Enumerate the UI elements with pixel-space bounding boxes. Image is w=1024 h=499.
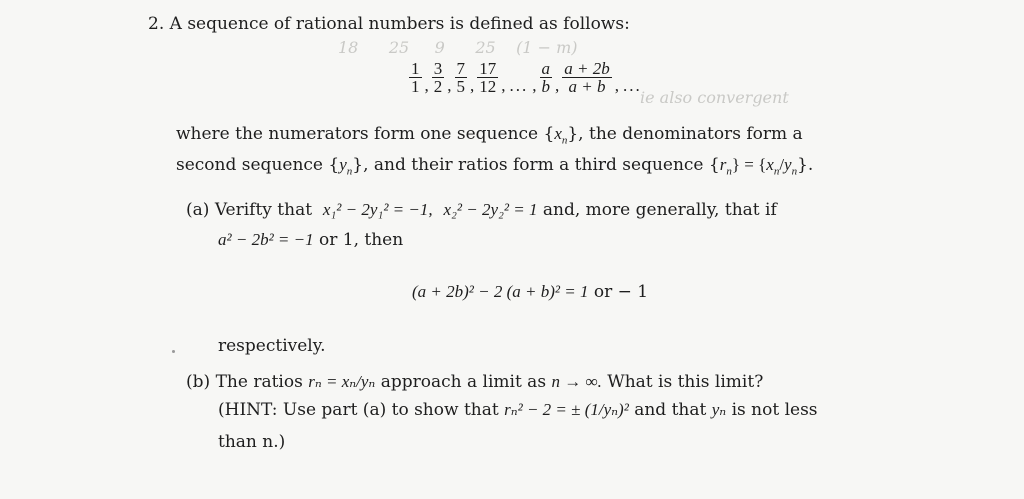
part-b-line-2: (HINT: Use part (a) to show that rₙ² − 2 = ± (1/yₙ)² and that yₙ is not less	[218, 400, 818, 420]
part-a-line-1: (a) Verifty that x₁² − 2y₁² = −1, x₂² − 2y₂² = 1 and, more generally, that if	[186, 200, 777, 220]
part-a-label: (a)	[186, 200, 210, 220]
general-fraction-a-b: $\frac{a}{b}$	[541, 59, 550, 96]
general-fraction-next: $\frac{a + 2b}{a + b}$	[564, 59, 610, 96]
limit-expression: n → ∞.	[551, 372, 602, 391]
where-line-1: where the numerators form one sequence $\{x_n\}$, the denominators form a	[176, 124, 803, 147]
problem-intro: A sequence of rational numbers is defined as follows:	[169, 14, 630, 34]
equation-x1: x₁² − 2y₁² = −1,	[322, 200, 433, 219]
hint-equation: rₙ² − 2 = ± (1/yₙ)²	[504, 400, 629, 419]
bleed-through-text: 18 25 9 25 (1 − m)	[338, 38, 578, 57]
part-a-line-2: a² − 2b² = −1 or 1, then	[218, 230, 404, 250]
fraction-2: $\frac{3}{2}$	[433, 59, 443, 96]
part-b-label: (b)	[186, 372, 211, 392]
problem-heading	[148, 14, 630, 34]
ratio-equation: rₙ = xₙ/yₙ	[308, 372, 376, 391]
ellipsis: ...	[509, 75, 529, 95]
part-b-line-1: (b) The ratios rₙ = xₙ/yₙ approach a limit as n → ∞. What is this limit?	[186, 372, 764, 392]
display-equation: (a + 2b)² − 2 (a + b)² = 1 or − 1	[412, 282, 649, 302]
problem-number: 2.	[148, 14, 165, 34]
stray-mark	[172, 350, 175, 353]
equation-a-b: a² − 2b² = −1	[218, 230, 314, 249]
fraction-1: $\frac{1}{1}$	[411, 59, 420, 96]
part-b-line-3: than n.)	[218, 432, 286, 452]
fraction-4: $\frac{17}{12}$	[479, 59, 497, 96]
respectively-text: respectively.	[218, 336, 326, 356]
fraction-3: $\frac{7}{5}$	[456, 59, 465, 96]
bleed-through-text-2: ie also convergent	[640, 88, 789, 107]
ellipsis-2: ...	[622, 75, 642, 95]
fraction-sequence: $\frac{1}{1}$ , $\frac{3}{2}$ , $\frac{7}{5}$ , $\frac{17}{12}$ , ... , $\frac{a}{b}$ , $\frac{a + 2b}{a + b}$ , ...	[411, 59, 642, 96]
where-line-2: second sequence $\{y_n\}$, and their ratios form a third sequence $\{r_n\} = \{x_n/y_n\}$.	[176, 155, 814, 178]
equation-x2: x₂² − 2y₂² = 1	[443, 200, 538, 219]
